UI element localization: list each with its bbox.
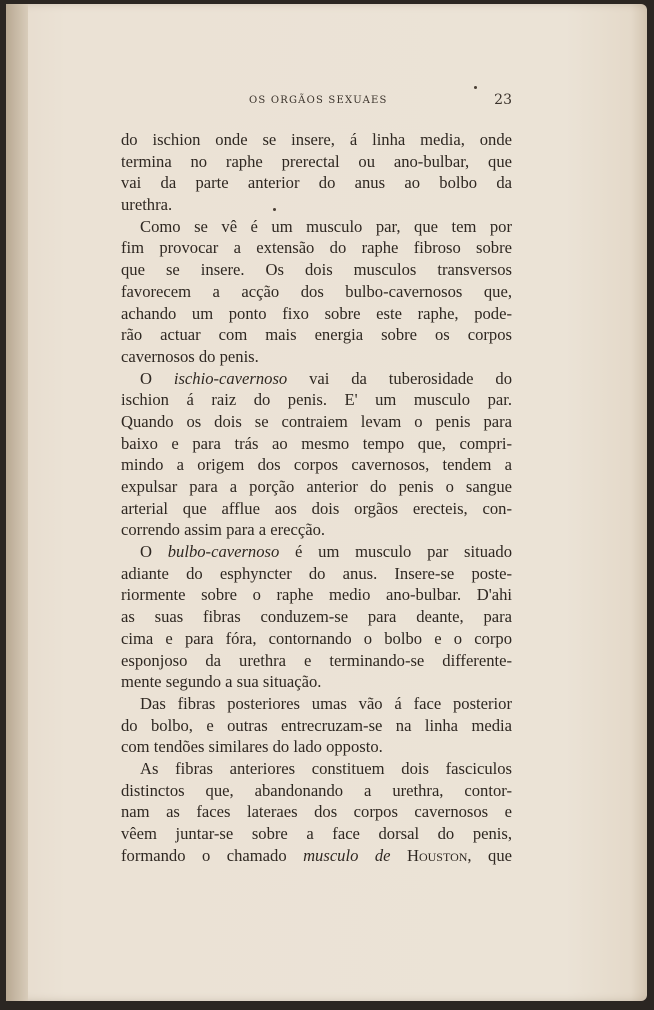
text-run: do bolbo, e outras entrecruzam-se na linha media [121,715,512,735]
text-run: esponjoso da urethra e terminando-se differente- [121,650,512,670]
text-run: Quando os dois se contraiem levam o penis para [121,411,512,431]
text-line [121,259,512,281]
text-line [121,519,512,541]
text-run: nam as faces lateraes dos corpos cavernosos e [121,802,512,822]
text-run: as suas fibras conduzem-se para deante, para [121,607,512,627]
text-line [121,780,512,802]
text-line [121,693,512,715]
running-head: OS ORGÃOS SEXUAES [249,95,388,106]
text-run: vai da parte anterior do anus ao bolbo da [121,173,512,193]
text-line [121,823,512,845]
text-line [121,584,512,606]
text-run: rão actuar com mais energia sobre os corpos [121,325,512,345]
text-line [121,498,512,520]
text-run: ischion á raiz do penis. E' um musculo par. [121,390,512,410]
text-run: Como se vê é um musculo par, que tem por [140,216,512,236]
text-run: formando o chamado [121,845,304,865]
text-line [121,172,512,194]
text-run: distinctos que, abandonando a urethra, contor- [121,780,512,800]
body-text [121,129,512,866]
text-run: é um musculo par situado [279,542,512,562]
text-run: achando um ponto fixo sobre este raphe, pode- [121,303,512,323]
text-run: , que [467,845,512,865]
text-run: que se insere. Os dois musculos transversos [121,260,512,280]
text-line [121,129,512,151]
text-run: O [140,368,174,388]
small-caps-name: Houston [406,845,468,865]
italic-term: musculo de [303,845,391,865]
text-line [121,476,512,498]
text-run: do ischion onde se insere, á linha media, onde [121,130,512,149]
text-line [121,650,512,672]
text-run: expulsar para a porção anterior do penis o sangue [121,477,512,496]
text-line [121,801,512,823]
text-line [121,563,512,585]
text-line [121,216,512,238]
text-run: com tendões similares do lado opposto. [121,737,383,757]
text-run: termina no raphe prerectal ou ano-bulbar, que [121,151,512,171]
text-run: baixo e para trás ao mesmo tempo que, compri- [121,433,512,453]
ink-speck [474,86,477,89]
text-run: mente segundo a sua situação. [121,672,322,692]
text-line [121,758,512,780]
page-header [119,92,512,112]
italic-term: bulbo-cavernoso [167,542,280,562]
text-line [121,324,512,346]
text-line [121,845,512,867]
italic-term: ischio-cavernoso [173,368,288,388]
text-line [121,389,512,411]
text-run: As fibras anteriores constituem dois fasciculos [140,758,512,778]
text-line [121,736,512,758]
text-line [121,411,512,433]
page-gutter [6,4,28,1001]
text-run: correndo assim para a erecção. [121,520,326,540]
text-line [121,715,512,737]
text-run: O [140,542,168,562]
text-line [121,541,512,563]
text-run: cima e para fóra, contornando o bolbo e o corpo [121,628,512,648]
text-line [121,454,512,476]
text-run: Das fibras posteriores umas vão á face posterior [140,693,512,713]
text-run: favorecem a acção dos bulbo-cavernosos que, [121,281,512,301]
text-run: vai da tuberosidade do [287,368,513,388]
text-run: arterial que afflue aos dois orgãos erecteis, con- [121,498,512,518]
text-run: urethra. [121,195,173,215]
text-line [121,237,512,259]
text-line [121,194,512,216]
text-line [121,628,512,650]
text-line [121,433,512,455]
text-line [121,303,512,325]
text-run: mindo a origem dos corpos cavernosos, tendem a [121,455,512,475]
text-run: cavernosos do penis. [121,346,259,366]
page-number: 23 [494,92,512,108]
text-run [391,846,407,865]
text-run: fim provocar a extensão do raphe fibroso sobre [121,238,512,258]
text-line [121,671,512,693]
text-line [121,606,512,628]
text-run: riormente sobre o raphe medio ano-bulbar. D'ahi [121,585,512,605]
text-line [121,281,512,303]
text-line [121,151,512,173]
text-run: adiante do esphyncter do anus. Insere-se poste- [121,563,512,583]
text-line [121,346,512,368]
text-run: vêem juntar-se sobre a face dorsal do penis, [121,824,512,843]
text-line [121,368,512,390]
